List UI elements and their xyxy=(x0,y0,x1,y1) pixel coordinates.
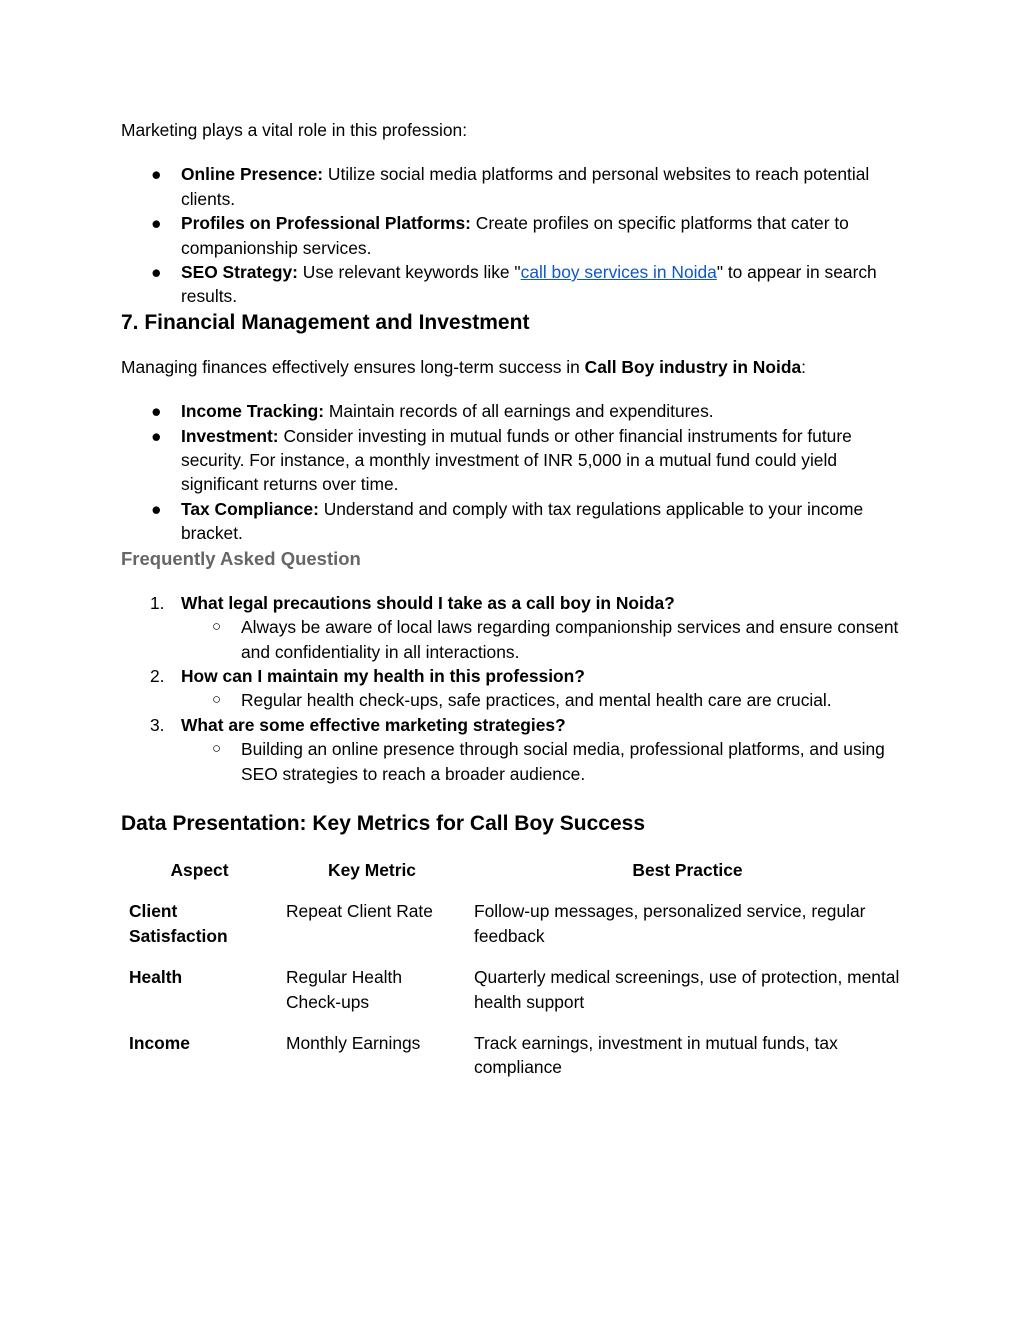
section-heading-data: Data Presentation: Key Metrics for Call Boy Success xyxy=(121,811,646,835)
cell-metric: Regular Health Check-ups xyxy=(286,967,403,1012)
answer-text: Always be aware of local laws regarding companionship services and ensure consent and confidentiality in all interactions. xyxy=(241,617,899,662)
faq-number: 2. xyxy=(150,665,165,686)
answer-text: Building an online presence through social media, professional platforms, and using SEO strategies to reach a broader audience. xyxy=(241,739,885,784)
faq-number: 3. xyxy=(150,714,165,735)
faq-answer xyxy=(181,688,905,712)
cell-practice: Follow-up messages, personalized service, regular feedback xyxy=(474,901,866,946)
item-label: Investment: xyxy=(181,425,279,446)
financial-list xyxy=(121,399,905,545)
faq-number: 1. xyxy=(150,592,165,613)
bullet-icon: ● xyxy=(151,213,162,234)
cell-aspect xyxy=(121,1026,278,1092)
item-text: Utilize social media platforms and personal websites to reach potential clients. xyxy=(181,164,870,209)
cell-metric: Repeat Client Rate xyxy=(286,901,433,922)
bullet-icon: ● xyxy=(151,425,162,446)
bullet-icon: ● xyxy=(151,262,162,283)
aspect-text: Health xyxy=(129,967,183,988)
aspect-text: Income xyxy=(129,1032,190,1053)
intro-text: Managing finances effectively ensures long-term success in xyxy=(121,356,585,377)
table-header-row xyxy=(121,854,909,894)
item-label: Income Tracking: xyxy=(181,401,325,422)
hollow-bullet-icon: ○ xyxy=(212,618,222,636)
faq-item xyxy=(121,713,905,786)
column-header-practice: Best Practice xyxy=(632,859,743,880)
list-item xyxy=(121,162,905,211)
item-label: Tax Compliance: xyxy=(181,498,319,519)
list-item xyxy=(121,260,905,309)
faq-item xyxy=(121,591,905,664)
table-row xyxy=(121,1026,909,1092)
list-item xyxy=(121,399,905,423)
marketing-list xyxy=(121,162,905,308)
item-text: Understand and comply with tax regulations applicable to your income bracket. xyxy=(181,498,864,544)
cell-aspect xyxy=(121,960,278,1026)
column-header-aspect: Aspect xyxy=(170,859,229,880)
cell-practice: Quarterly medical screenings, use of protection, mental health support xyxy=(474,967,900,1012)
intro-bold: Call Boy industry in Noida xyxy=(584,356,802,377)
item-text: " to appear in search results. xyxy=(181,262,877,307)
cell-practice: Track earnings, investment in mutual funds, tax compliance xyxy=(474,1032,838,1078)
faq-answer-list xyxy=(181,615,905,664)
item-text: Create profiles on specific platforms that cater to companionship services. xyxy=(181,213,849,258)
answer-text: Regular health check-ups, safe practices, and mental health care are crucial. xyxy=(241,690,832,711)
item-label: Online Presence: xyxy=(181,164,324,185)
faq-answer xyxy=(181,737,905,786)
faq-question: What legal precautions should I take as a call boy in Noida? xyxy=(181,592,675,613)
cell-metric: Monthly Earnings xyxy=(286,1032,421,1053)
bullet-icon: ● xyxy=(151,401,162,422)
item-label: SEO Strategy: xyxy=(181,262,298,283)
faq-question: How can I maintain my health in this profession? xyxy=(181,665,585,686)
faq-answer-list xyxy=(181,737,905,786)
faq-question: What are some effective marketing strategies? xyxy=(181,714,566,735)
faq-item xyxy=(121,664,905,713)
hollow-bullet-icon: ○ xyxy=(212,691,222,709)
keyword-link[interactable]: call boy services in Noida xyxy=(520,262,717,283)
faq-answer-list xyxy=(181,688,905,712)
financial-intro xyxy=(121,355,905,379)
table-row xyxy=(121,894,909,960)
metrics-table xyxy=(121,854,909,1092)
faq-answer xyxy=(181,615,905,664)
cell-aspect xyxy=(121,894,278,960)
item-text: Consider investing in mutual funds or other financial instruments for future security. For instance, a monthly investment of INR 5,000 in a mutual fund could yield significant returns over time. xyxy=(181,425,852,495)
list-item xyxy=(121,424,905,497)
faq-list xyxy=(121,591,905,786)
hollow-bullet-icon: ○ xyxy=(212,740,222,758)
item-text: Use relevant keywords like " xyxy=(297,262,521,283)
table-row xyxy=(121,960,909,1026)
document-page xyxy=(121,118,905,1092)
list-item xyxy=(121,211,905,260)
faq-heading: Frequently Asked Question xyxy=(121,547,361,569)
aspect-text: Client Satisfaction xyxy=(129,901,228,946)
item-text: Maintain records of all earnings and expenditures. xyxy=(324,401,714,422)
item-label: Profiles on Professional Platforms: xyxy=(181,213,471,234)
section-heading-financial: 7. Financial Management and Investment xyxy=(121,310,530,334)
list-item xyxy=(121,497,905,546)
intro-colon: : xyxy=(801,356,806,377)
marketing-intro: Marketing plays a vital role in this profession: xyxy=(121,120,468,140)
bullet-icon: ● xyxy=(151,164,162,185)
column-header-metric: Key Metric xyxy=(328,859,416,880)
bullet-icon: ● xyxy=(151,498,162,519)
